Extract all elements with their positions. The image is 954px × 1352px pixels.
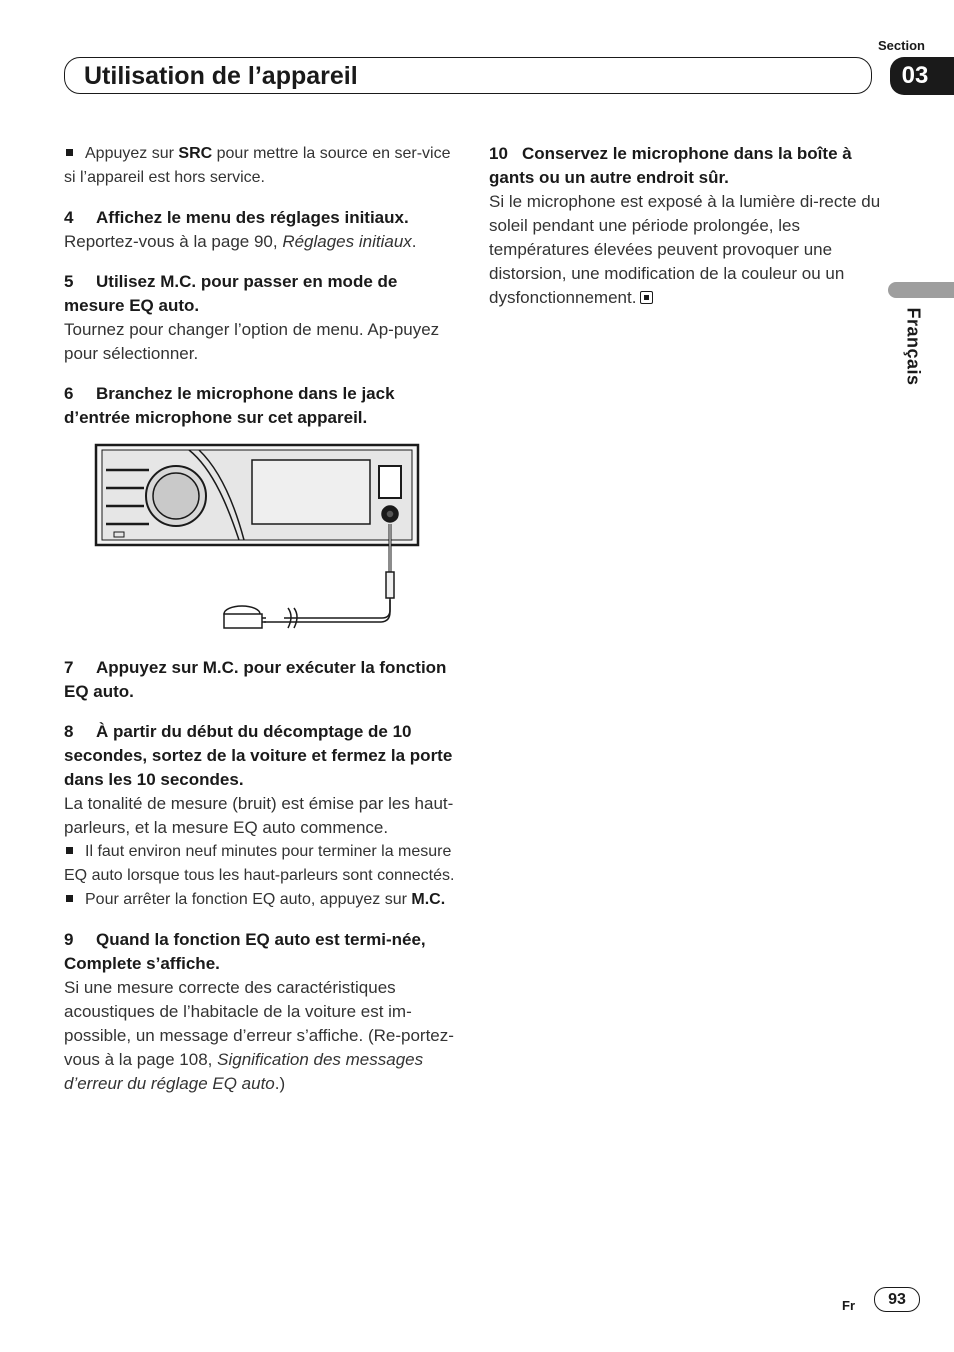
end-of-section-icon	[640, 291, 653, 304]
language-code: Fr	[842, 1298, 855, 1313]
step-4-body: Reportez-vous à la page 90, Réglages initiaux.	[64, 232, 417, 251]
bullet-icon	[66, 149, 73, 156]
step-8-bullet-1: Il faut environ neuf minutes pour terminer la mesure EQ auto lorsque tous les haut-parleurs sont connectés.	[64, 843, 455, 884]
bullet-icon	[66, 895, 73, 902]
section-number-badge: 03	[890, 57, 954, 95]
section-label: Section	[878, 38, 925, 53]
link-error-messages[interactable]: Signification des messages d’erreur du réglage EQ auto	[64, 1050, 424, 1093]
step-9-body: Si une mesure correcte des caractéristiques acoustiques de l’habitacle de la voiture est im-possible, un message d’erreur s’affiche. (Re-portez-vous à la page 108, Signification des messages d’erreur du réglage EQ auto.)	[64, 978, 454, 1093]
bullet-icon	[66, 847, 73, 854]
step-10-body: Si le microphone est exposé à la lumière di-recte du soleil pendant une période prolongée, les températures élevées peuvent provoquer une distorsion, une modification de la couleur ou un dysfonctionnement.	[489, 192, 881, 307]
link-reglages-initiaux[interactable]: Réglages initiaux	[282, 232, 412, 251]
step-4-heading: 4 Affichez le menu des réglages initiaux.	[64, 208, 409, 227]
bullet-src: Appuyez sur SRC pour mettre la source en ser-vice si l’appareil est hors service.	[64, 145, 451, 186]
page-number: 93	[874, 1287, 920, 1312]
step-5-heading: 5 Utilisez M.C. pour passer en mode de mesure EQ auto.	[64, 272, 398, 315]
step-7-heading: 7 Appuyez sur M.C. pour exécuter la fonction EQ auto.	[64, 658, 447, 701]
step-10-heading: 10 Conservez le microphone dans la boîte à gants ou un autre endroit sûr.	[489, 144, 852, 187]
step-8-body: La tonalité de mesure (bruit) est émise par les haut-parleurs, et la mesure EQ auto commence.	[64, 794, 454, 837]
key-mc: M.C.	[411, 891, 446, 908]
page-title: Utilisation de l’appareil	[84, 62, 358, 90]
step-9-heading: 9 Quand la fonction EQ auto est termi-née, Complete s’affiche.	[64, 930, 426, 973]
language-tab-label: Français	[903, 307, 924, 386]
step-5-body: Tournez pour changer l’option de menu. Ap-puyez pour sélectionner.	[64, 320, 440, 363]
right-column	[489, 142, 881, 310]
step-8-heading: 8 À partir du début du décomptage de 10 secondes, sortez de la voiture et fermez la porte dans les 10 secondes.	[64, 722, 453, 789]
key-src: SRC	[178, 145, 213, 162]
step-6-heading: 6 Branchez le microphone dans le jack d’entrée microphone sur cet appareil.	[64, 384, 395, 427]
step-8-bullet-2: Pour arrêter la fonction EQ auto, appuyez sur M.C.	[64, 888, 456, 912]
head-unit-microphone-illustration	[94, 440, 424, 640]
